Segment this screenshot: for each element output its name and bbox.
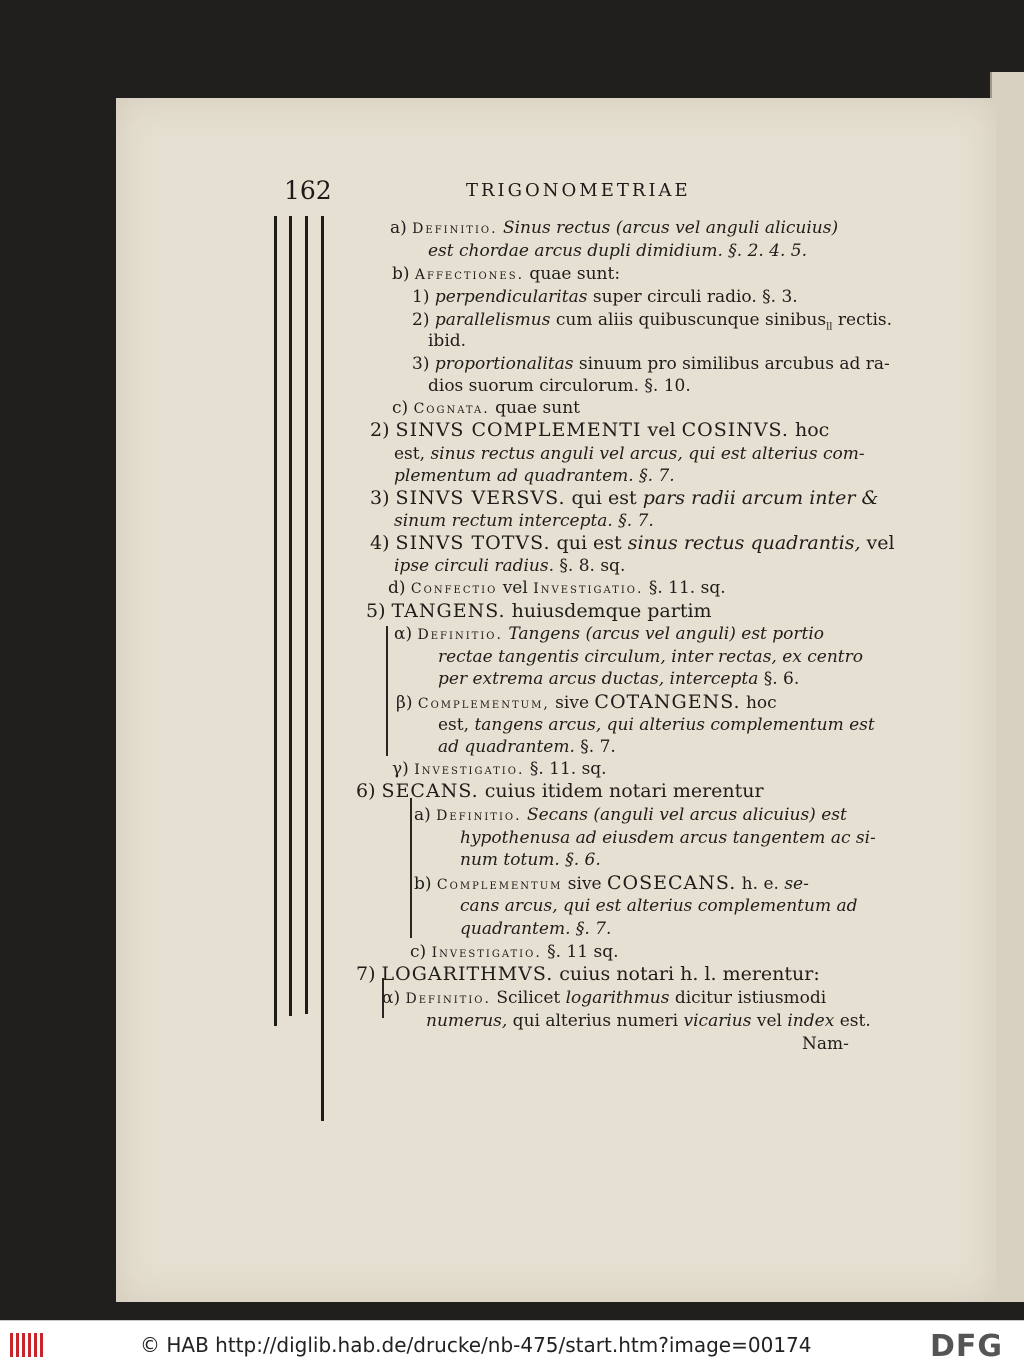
text-line: 4) SINVS TOTVS. qui est sinus rectus quadrantis, vel [370, 532, 895, 554]
text-line: ibid. [428, 331, 467, 351]
text-line: rectae tangentis circulum, inter rectas, ex centro [438, 647, 863, 667]
viewer-footer [0, 1320, 1024, 1369]
bracket-line [305, 216, 308, 1014]
text-line: est, sinus rectus anguli vel arcus, qui est alterius com- [394, 444, 865, 464]
text-line: 3) proportionalitas sinuum pro similibus arcubus ad ra- [412, 354, 890, 374]
text-line: α) Definitio. Tangens (arcus vel anguli) est portio [394, 624, 825, 644]
text-line: dios suorum circulorum. §. 10. [428, 376, 691, 396]
text-line: est chordae arcus dupli dimidium. §. 2. 4. 5. [428, 241, 808, 261]
dfg-logo: DFG [930, 1329, 1004, 1364]
text-line: hypothenusa ad eiusdem arcus tangentem ac si- [460, 828, 876, 848]
text-line: cans arcus, qui est alterius complementum ad [460, 896, 858, 916]
copyright-link[interactable]: © HAB http://diglib.hab.de/drucke/nb-475/start.htm?image=00174 [140, 1333, 812, 1357]
page-number: 162 [284, 176, 332, 205]
text-line: per extrema arcus ductas, intercepta §. 6. [438, 669, 800, 689]
bracket-line [289, 216, 292, 1016]
text-line: 7) LOGARITHMVS. cuius notari h. l. merentur: [356, 963, 820, 985]
text-line: quadrantem. §. 7. [460, 919, 612, 939]
text-line: 2) SINVS COMPLEMENTI vel COSINVS. hoc [370, 419, 830, 441]
text-line: c) Investigatio. §. 11 sq. [410, 942, 619, 962]
text-line: plementum ad quadrantem. §. 7. [394, 466, 675, 486]
hab-logo-icon [10, 1333, 44, 1357]
text-line: 3) SINVS VERSVS. qui est pars radii arcum inter & [370, 487, 879, 509]
text-line: num totum. §. 6. [460, 850, 601, 870]
page-header [116, 176, 996, 206]
catchword: Nam- [802, 1034, 849, 1054]
bracket-line [321, 216, 324, 1121]
subsection-bracket [386, 626, 388, 756]
text-line: b) Complementum sive COSECANS. h. e. se- [414, 872, 809, 894]
text-line: b) Affectiones. quae sunt: [392, 264, 621, 284]
subsection-bracket [410, 798, 412, 938]
text-line: γ) Investigatio. §. 11. sq. [392, 759, 607, 779]
text-line: a) Definitio. Secans (anguli vel arcus alicuius) est [414, 805, 847, 825]
text-line: sinum rectum intercepta. §. 7. [394, 511, 654, 531]
text-line: numerus, qui alterius numeri vicarius vel index est. [426, 1011, 871, 1031]
text-line: a) Definitio. Sinus rectus (arcus vel anguli alicuius) [390, 218, 839, 238]
outline-brackets [274, 216, 334, 1026]
text-line: 5) TANGENS. huiusdemque partim [366, 600, 712, 622]
running-head: TRIGONOMETRIAE [466, 180, 691, 201]
text-line: 2) parallelismus cum aliis quibuscunque sinibus$_{ll}$ rectis. [412, 310, 893, 333]
text-line: 1) perpendicularitas super circuli radio. §. 3. [412, 287, 798, 307]
text-line: est, tangens arcus, qui alterius complementum est [438, 715, 875, 735]
text-line: 6) SECANS. cuius itidem notari merentur [356, 780, 764, 802]
text-line: d) Confectio vel Investigatio. §. 11. sq. [388, 578, 726, 598]
text-line: α) Definitio. Scilicet logarithmus dicitur istiusmodi [382, 988, 827, 1008]
text-line: ipse circuli radius. §. 8. sq. [394, 556, 626, 576]
text-line: c) Cognata. quae sunt [392, 398, 580, 418]
text-line: β) Complementum, sive COTANGENS. hoc [396, 691, 777, 713]
bracket-line [274, 216, 277, 1026]
text-line: ad quadrantem. §. 7. [438, 737, 616, 757]
book-page [116, 98, 996, 1302]
